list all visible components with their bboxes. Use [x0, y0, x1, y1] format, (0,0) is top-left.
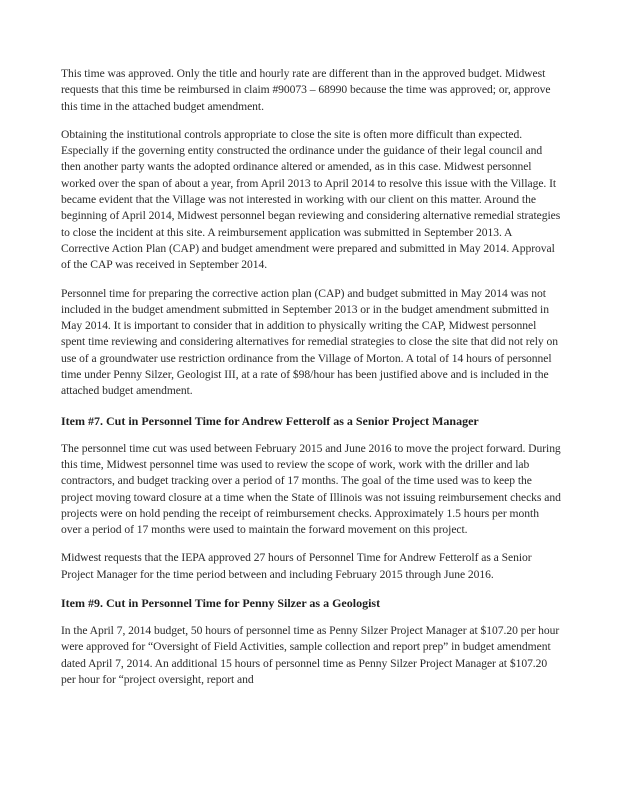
paragraph-item-7-cut: The personnel time cut was used between February 2015 and June 2016 to move the project forward. During this time, Midwest personnel time was used to review the scope of work, work with the driller and lab contractors, and budget tracking over a period of 17 months. The goal of the time used was to keep the project moving toward closure at a time when the State of Illinois was not issuing reimbursement checks and projects were on hold pending the receipt of reimbursement checks. Approximately 1.5 hours per month over a period of 17 months were used to maintain the forward movement on this project.	[61, 441, 561, 537]
document-page	[61, 66, 561, 700]
paragraph-item-7-request: Midwest requests that the IEPA approved 27 hours of Personnel Time for Andrew Fetterolf as a Senior Project Manager for the time period between and including February 2015 through June 2016.	[61, 551, 532, 581]
paragraph-approval-note: This time was approved. Only the title and hourly rate are different than in the approved budget. Midwest requests that this time be reimbursed in claim #90073 – 68990 because the time was approved; or, approve this time in the attached budget amendment.	[61, 67, 551, 113]
paragraph-cap-personnel-time: Personnel time for preparing the corrective action plan (CAP) and budget submitted in May 2014 was not included in the budget amendment submitted in September 2013 or in the budget amendment submitted in May 2014. It is important to consider that in addition to physically writing the CAP, Midwest personnel spent time reviewing and considering alternatives for remedial strategies to close the site that did not rely on use of a groundwater use restriction ordinance from the Village of Morton. A total of 14 hours of personnel time under Penny Silzer, Geologist III, at a rate of $98/hour has been justified above and is included in the attached budget amendment.	[61, 286, 558, 398]
paragraph-item-9-budget: In the April 7, 2014 budget, 50 hours of personnel time as Penny Silzer Project Manager at $107.20 per hour were approved for “Oversight of Field Activities, sample collection and report prep” in budget amendment dated April 7, 2014. An additional 15 hours of personnel time as Penny Silzer Project Manager at $107.20 per hour for “project oversight, report and	[61, 624, 560, 686]
heading-item-9: Item #9. Cut in Personnel Time for Penny Silzer as a Geologist	[61, 596, 381, 611]
paragraph-institutional-controls: Obtaining the institutional controls appropriate to close the site is often more difficult than expected. Especially if the governing entity constructed the ordinance under the guidance of their legal council and then another party wants the adopted ordinance altered or amended, as in this case. Midwest personnel worked over the span of about a year, from April 2013 to April 2014 to resolve this issue with the Village. It became evident that the Village was not interested in working with our client on this matter. Around the beginning of April 2014, Midwest personnel began reviewing and considering alternative remedial strategies to close the incident at this site. A reimbursement application was submitted in September 2013. A Corrective Action Plan (CAP) and budget amendment were prepared and submitted in May 2014. Approval of the CAP was received in September 2014.	[61, 127, 561, 272]
heading-item-7: Item #7. Cut in Personnel Time for Andrew Fetterolf as a Senior Project Manager	[61, 413, 479, 428]
